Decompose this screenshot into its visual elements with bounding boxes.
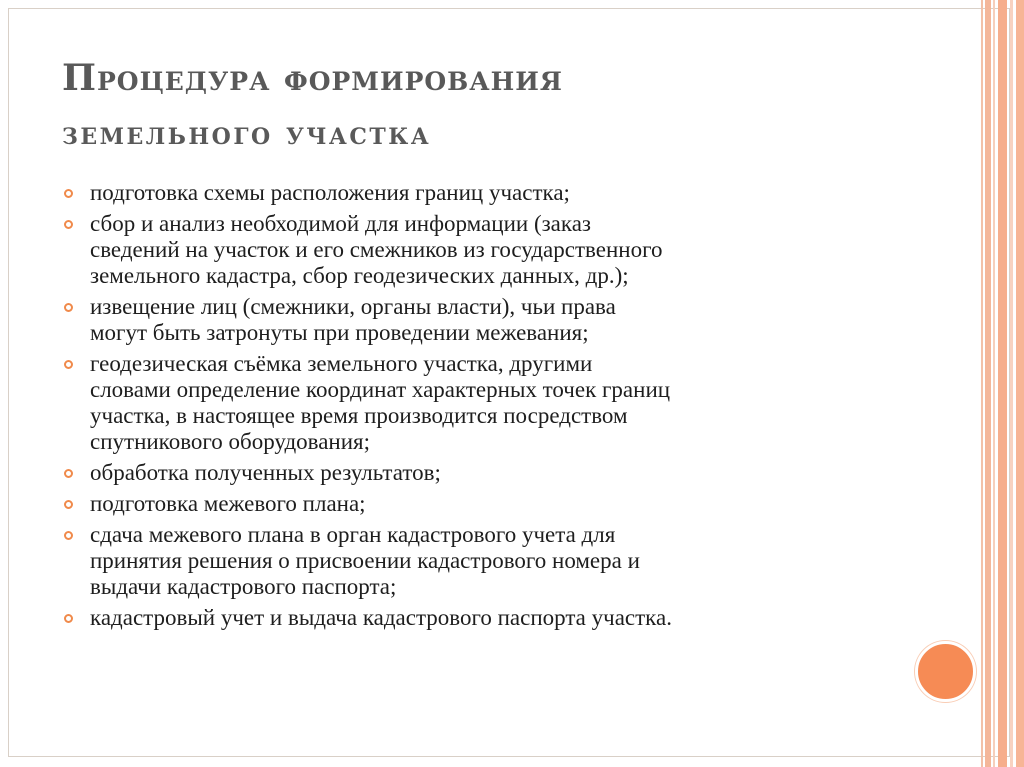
list-item-text: сбор и анализ необходимой для информации (заказ сведений на участок и его смежников из государственного земельного кадастра, сбор геодезических данных, др.); (90, 211, 663, 288)
ring-bullet-icon (64, 220, 73, 229)
ring-bullet-icon (64, 360, 73, 369)
decorative-circle-icon (915, 641, 976, 702)
ring-bullet-icon (64, 303, 73, 312)
title-line-1: Процедура формирования (62, 57, 563, 99)
list-item-text: сдача межевого плана в орган кадастрового учета для принятия решения о присвоении кадастрового номера и выдачи кадастрового паспорта; (90, 522, 640, 599)
decorative-stripe (998, 0, 1007, 767)
list-item (62, 180, 922, 206)
decorative-stripe (993, 0, 995, 767)
title-line-2: земельного участка (62, 116, 432, 152)
ring-bullet-icon (64, 500, 73, 509)
list-item (62, 522, 922, 600)
list-item (62, 605, 922, 631)
list-item (62, 211, 922, 289)
slide-title (62, 50, 942, 162)
decorative-stripe (985, 0, 991, 767)
list-item-text: обработка полученных результатов; (90, 460, 441, 485)
bullet-list (62, 180, 922, 636)
list-item-text: геодезическая съёмка земельного участка, другими словами определение координат характерных точек границ участка, в настоящее время производится посредством спутникового оборудования; (90, 351, 671, 454)
ring-bullet-icon (64, 469, 73, 478)
decorative-stripe (981, 0, 983, 767)
list-item-text: извещение лиц (смежники, органы власти), чьи права могут быть затронуты при проведении межевания; (90, 294, 616, 345)
ring-bullet-icon (64, 189, 73, 198)
list-item (62, 491, 922, 517)
list-item (62, 294, 922, 346)
list-item-text: подготовка схемы расположения границ участка; (90, 180, 570, 205)
list-item-text: подготовка межевого плана; (90, 491, 366, 516)
ring-bullet-icon (64, 531, 73, 540)
decorative-stripe (1016, 0, 1024, 767)
list-item-text: кадастровый учет и выдача кадастрового паспорта участка. (90, 605, 672, 630)
list-item (62, 460, 922, 486)
ring-bullet-icon (64, 614, 73, 623)
decorative-stripe (1010, 0, 1013, 767)
list-item (62, 351, 922, 455)
